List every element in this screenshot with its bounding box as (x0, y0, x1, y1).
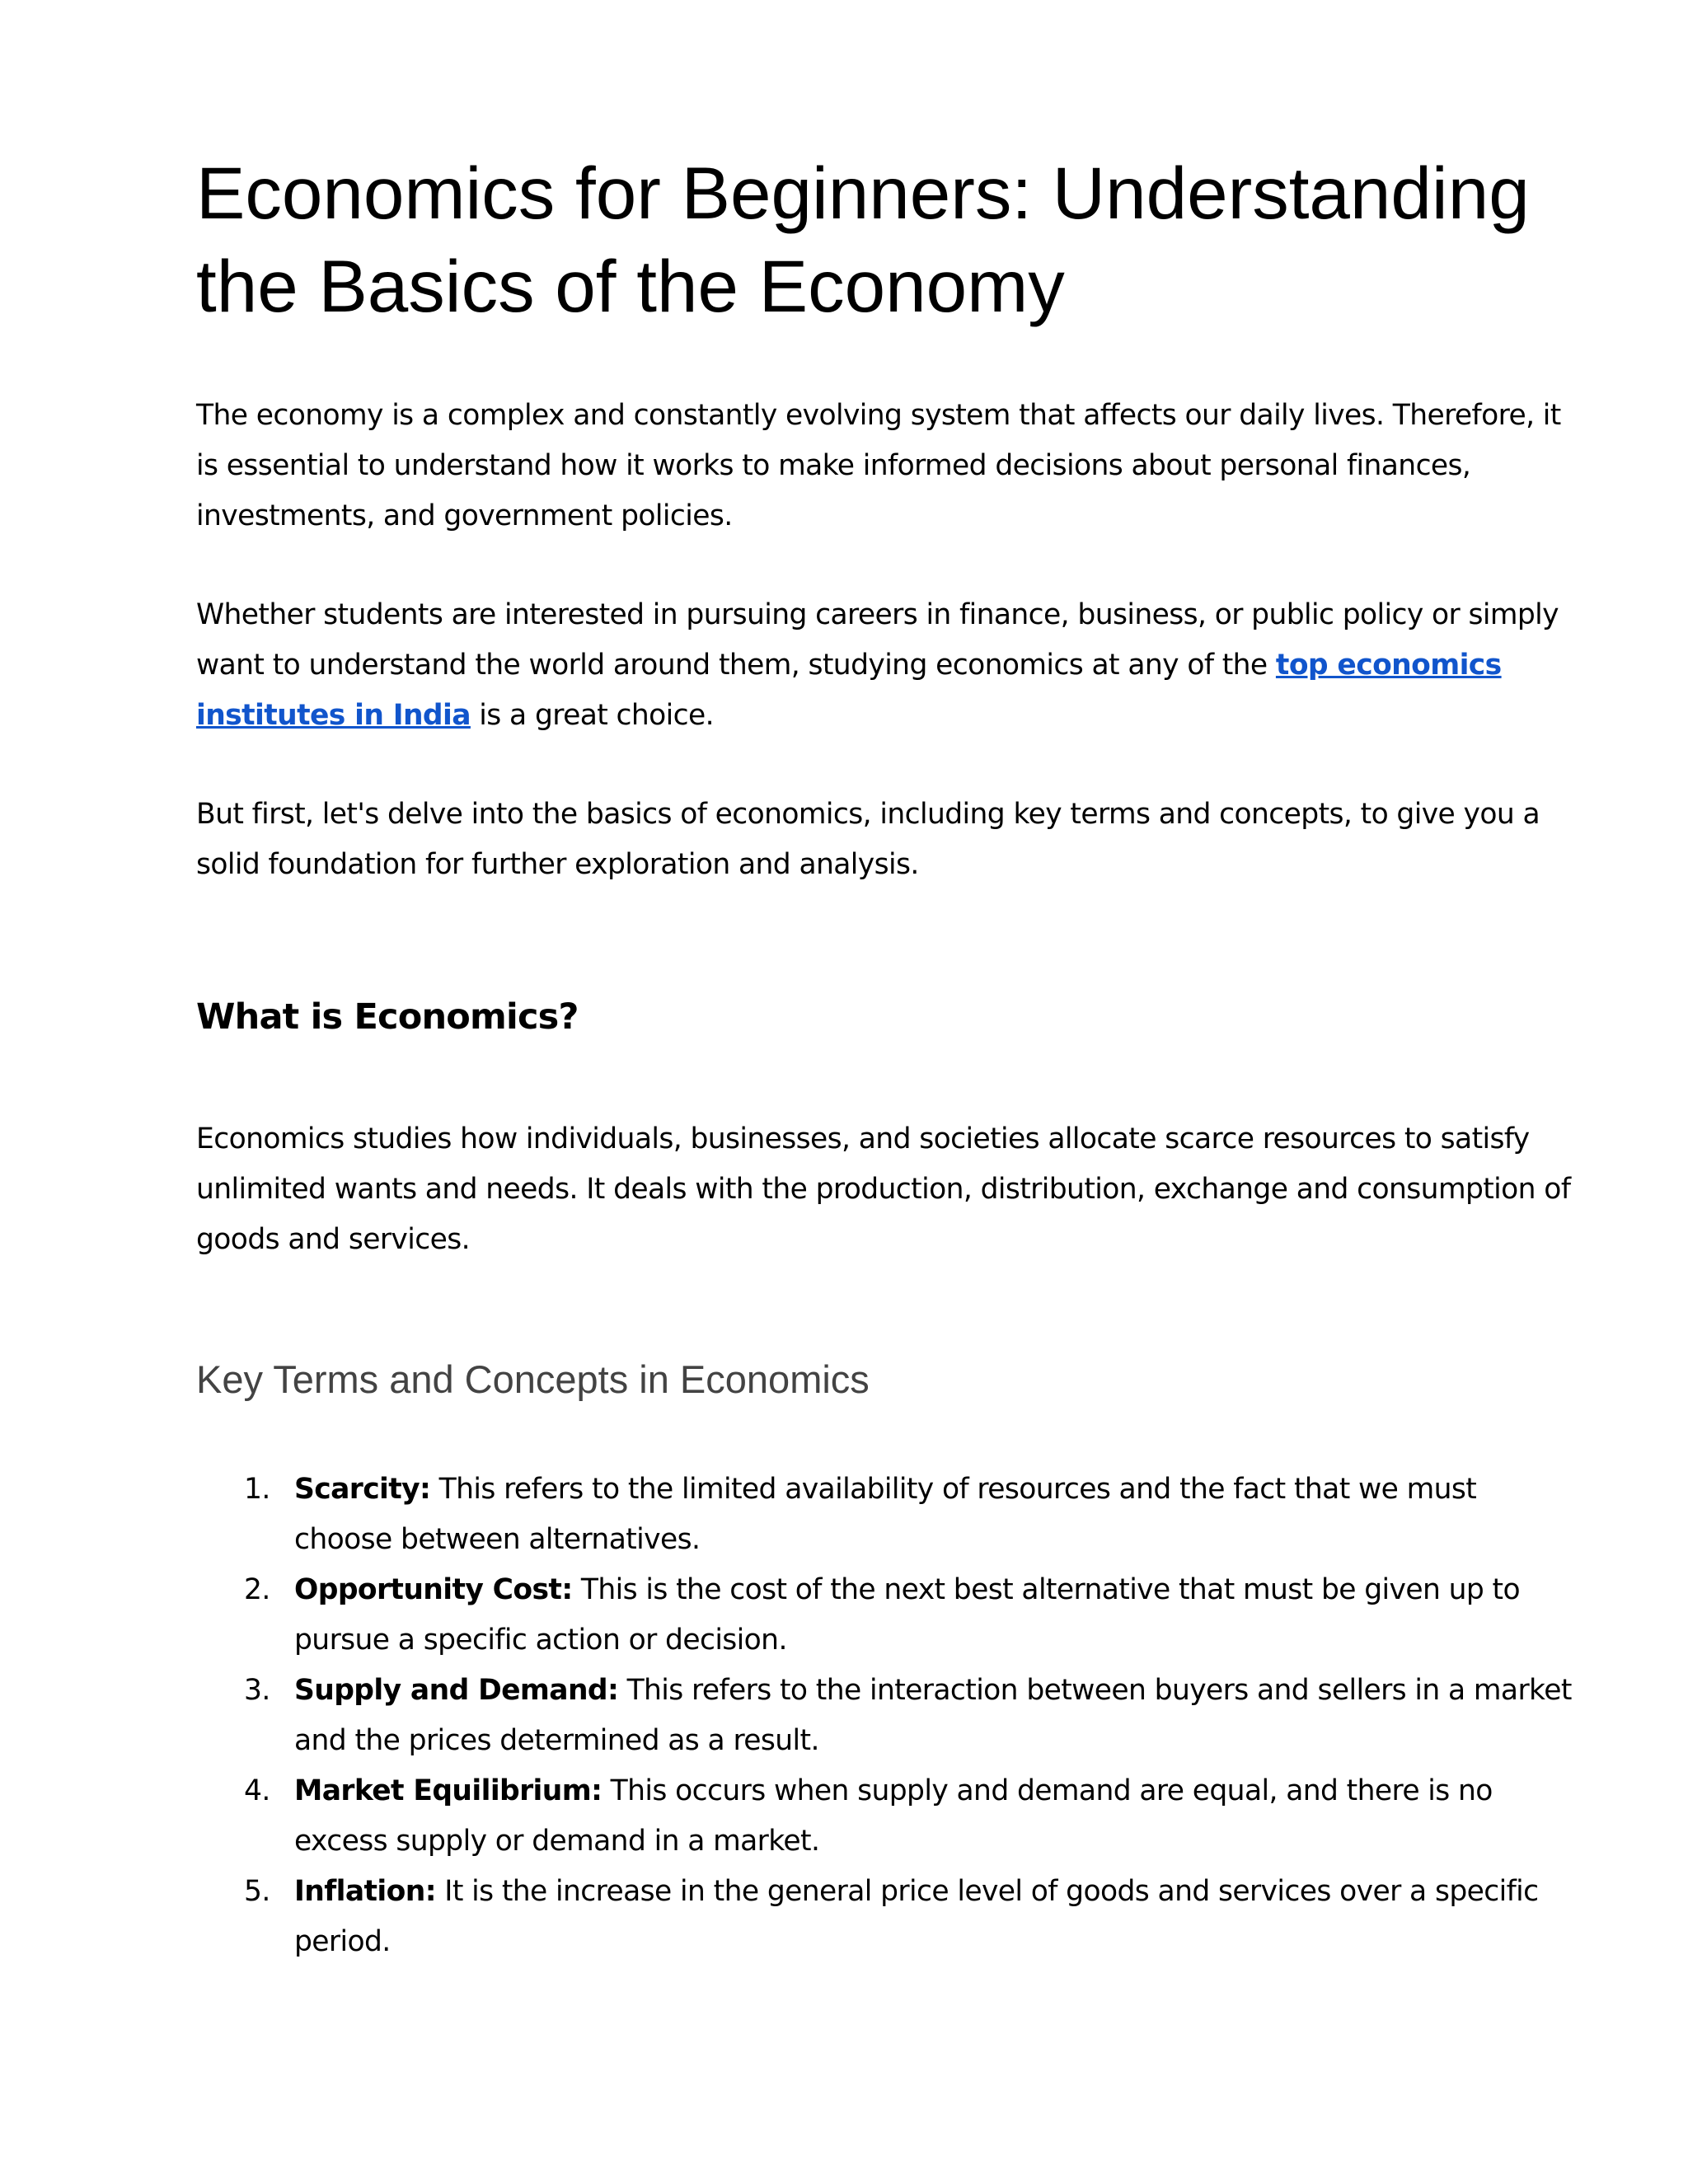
students-text-after-link: is a great choice. (470, 699, 715, 732)
list-item-term: Opportunity Cost: (294, 1573, 573, 1606)
list-item-term: Inflation: (294, 1875, 436, 1908)
first-paragraph: But first, let's delve into the basics of economics, including key terms and concepts, to give you a solid foundation for further exploration and analysis. (196, 798, 1540, 881)
top-economics-institutes-link[interactable]: top economics institutes in India (196, 649, 1502, 732)
list-item-description: This is the cost of the next best alternative that must be given up to pursue a specific action or decision. (294, 1573, 1520, 1657)
list-item-term: Market Equilibrium: (294, 1774, 603, 1807)
list-item-number: 1. (244, 1473, 270, 1506)
what-is-economics-heading: What is Economics? (196, 996, 579, 1038)
key-terms-list (196, 1465, 1581, 1967)
list-item-term: Scarcity: (294, 1473, 431, 1506)
list-item-description: This refers to the interaction between buyers and sellers in a market and the prices determined as a result. (294, 1674, 1572, 1757)
list-item (196, 1465, 1581, 1565)
list-item-number: 3. (244, 1674, 270, 1707)
list-item-number: 4. (244, 1774, 270, 1807)
intro-paragraph: The economy is a complex and constantly evolving system that affects our daily lives. Therefore, it is essential to understand how it works to make informed decisions about personal finances, investments, and government policies. (196, 399, 1561, 532)
list-item (196, 1766, 1581, 1867)
key-terms-heading: Key Terms and Concepts in Economics (196, 1357, 870, 1401)
list-item-number: 5. (244, 1875, 270, 1908)
list-item-description: It is the increase in the general price level of goods and services over a specific period. (294, 1875, 1539, 1958)
students-text-before-link: Whether students are interested in pursuing careers in finance, business, or public policy or simply want to understand the world around them, studying economics at any of the (196, 598, 1559, 682)
list-item-description: This occurs when supply and demand are equal, and there is no excess supply or demand in a market. (294, 1774, 1493, 1858)
list-item (196, 1867, 1581, 1967)
students-paragraph (196, 590, 1581, 741)
list-item (196, 1565, 1581, 1666)
list-item-description: This refers to the limited availability of resources and the fact that we must choose between alternatives. (294, 1473, 1477, 1556)
list-item-number: 2. (244, 1573, 270, 1606)
list-item (196, 1666, 1581, 1766)
page-title: Economics for Beginners: Understanding the Basics of the Economy (196, 152, 1530, 327)
list-item-term: Supply and Demand: (294, 1674, 619, 1707)
what-is-economics-paragraph: Economics studies how individuals, businesses, and societies allocate scarce resources to satisfy unlimited wants and needs. It deals with the production, distribution, exchange and consumption of goods and services. (196, 1122, 1571, 1256)
